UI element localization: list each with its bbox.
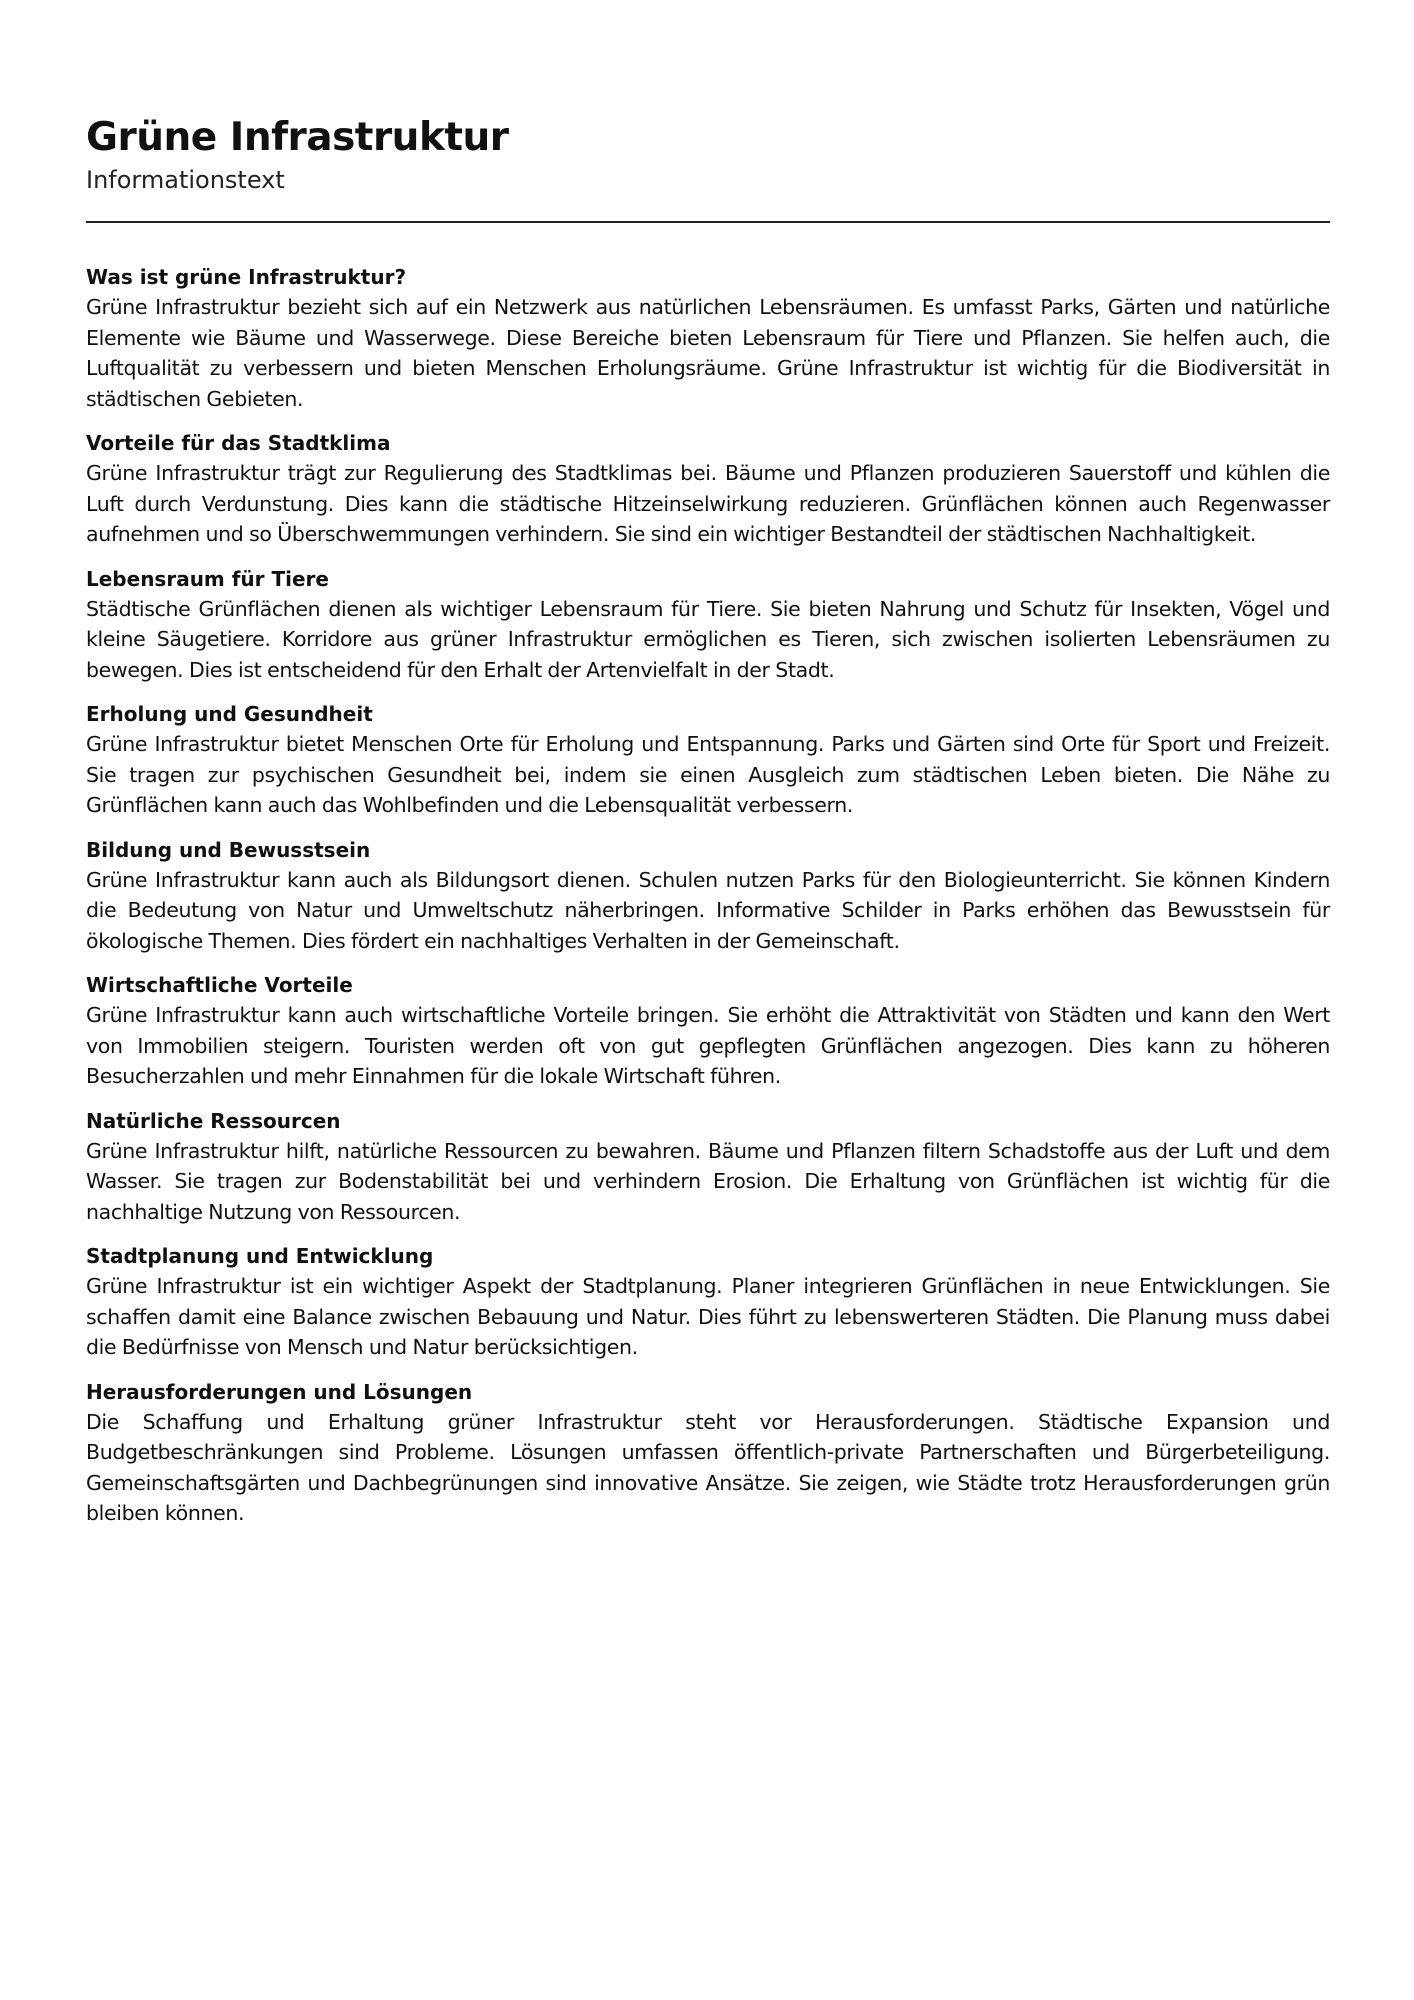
section-paragraph: Grüne Infrastruktur ist ein wichtiger Aspekt der Stadtplanung. Planer integrieren Grünflächen in neue Entwicklungen. Sie schaffen damit eine Balance zwischen Bebauung und Natur. Dies führt zu lebenswerteren Städten. Die Planung muss dabei die Bedürfnisse von Mensch und Natur berücksichtigen. xyxy=(86,1274,1330,1359)
document-subtitle: Informationstext xyxy=(86,166,285,194)
section-wirtschaft xyxy=(86,970,1330,1092)
section-erholung xyxy=(86,699,1330,821)
section-lebensraum xyxy=(86,564,1330,686)
section-paragraph: Grüne Infrastruktur kann auch wirtschaftliche Vorteile bringen. Sie erhöht die Attraktivität von Städten und kann den Wert von Immobilien steigern. Touristen werden oft von gut gepflegten Grünflächen angezogen. Dies kann zu höheren Besucherzahlen und mehr Einnahmen für die lokale Wirtschaft führen. xyxy=(86,1003,1330,1088)
section-heading: Bildung und Bewusstsein xyxy=(86,837,371,862)
section-herausforderungen xyxy=(86,1377,1330,1529)
section-ressourcen xyxy=(86,1106,1330,1228)
header-divider xyxy=(86,221,1330,223)
section-bildung xyxy=(86,835,1330,957)
section-heading: Vorteile für das Stadtklima xyxy=(86,431,391,455)
document-title: Grüne Infrastruktur xyxy=(86,115,509,160)
section-heading: Stadtplanung und Entwicklung xyxy=(86,1244,434,1268)
section-paragraph: Grüne Infrastruktur bezieht sich auf ein Netzwerk aus natürlichen Lebensräumen. Es umfasst Parks, Gärten und natürliche Elemente wie Bäume und Wasserwege. Diese Bereiche bieten Lebensraum für Tiere und Pflanzen. Sie helfen auch, die Luftqualität zu verbessern und bieten Menschen Erholungsräume. Grüne Infrastruktur ist wichtig für die Biodiversität in städtischen Gebieten. xyxy=(86,295,1330,411)
section-heading: Was ist grüne Infrastruktur? xyxy=(86,265,407,289)
section-paragraph: Grüne Infrastruktur kann auch als Bildungsort dienen. Schulen nutzen Parks für den Biologieunterricht. Sie können Kindern die Bedeutung von Natur und Umweltschutz näherbringen. Informative Schilder in Parks erhöhen das Bewusstsein für ökologische Themen. Dies fördert ein nachhaltiges Verhalten in der Gemeinschaft. xyxy=(86,867,1330,953)
section-heading: Herausforderungen und Lösungen xyxy=(86,1379,473,1404)
section-heading: Natürliche Ressourcen xyxy=(86,1108,341,1133)
section-heading: Wirtschaftliche Vorteile xyxy=(86,973,353,997)
section-paragraph: Grüne Infrastruktur bietet Menschen Orte für Erholung und Entspannung. Parks und Gärten sind Orte für Sport und Freizeit. Sie tragen zur psychischen Gesundheit bei, indem sie einen Ausgleich zum städtischen Leben bieten. Die Nähe zu Grünflächen kann auch das Wohlbefinden und die Lebensqualität verbessern. xyxy=(86,732,1330,817)
section-heading: Erholung und Gesundheit xyxy=(86,702,373,726)
section-stadtklima xyxy=(86,428,1330,550)
section-was-ist xyxy=(86,262,1330,414)
section-paragraph: Grüne Infrastruktur hilft, natürliche Ressourcen zu bewahren. Bäume und Pflanzen filtern Schadstoffe aus der Luft und dem Wasser. Sie tragen zur Bodenstabilität bei und verhindern Erosion. Die Erhaltung von Grünflächen ist wichtig für die nachhaltige Nutzung von Ressourcen. xyxy=(86,1138,1330,1224)
document-content xyxy=(86,262,1330,1543)
section-paragraph: Grüne Infrastruktur trägt zur Regulierung des Stadtklimas bei. Bäume und Pflanzen produzieren Sauerstoff und kühlen die Luft durch Verdunstung. Dies kann die städtische Hitzeinselwirkung reduzieren. Grünflächen können auch Regenwasser aufnehmen und so Überschwemmungen verhindern. Sie sind ein wichtiger Bestandteil der städtischen Nachhaltigkeit. xyxy=(86,461,1330,546)
section-heading: Lebensraum für Tiere xyxy=(86,566,329,591)
section-paragraph: Die Schaffung und Erhaltung grüner Infrastruktur steht vor Herausforderungen. Städtische Expansion und Budgetbeschränkungen sind Probleme. Lösungen umfassen öffentlich-private Partnerschaften und Bürgerbeteiligung. Gemeinschaftsgärten und Dachbegrünungen sind innovative Ansätze. Sie zeigen, wie Städte trotz Herausforderungen grün bleiben können. xyxy=(86,1409,1330,1525)
section-stadtplanung xyxy=(86,1241,1330,1363)
section-paragraph: Städtische Grünflächen dienen als wichtiger Lebensraum für Tiere. Sie bieten Nahrung und Schutz für Insekten, Vögel und kleine Säugetiere. Korridore aus grüner Infrastruktur ermöglichen es Tieren, sich zwischen isolierten Lebensräumen zu bewegen. Dies ist entscheidend für den Erhalt der Artenvielfalt in der Stadt. xyxy=(86,596,1330,682)
